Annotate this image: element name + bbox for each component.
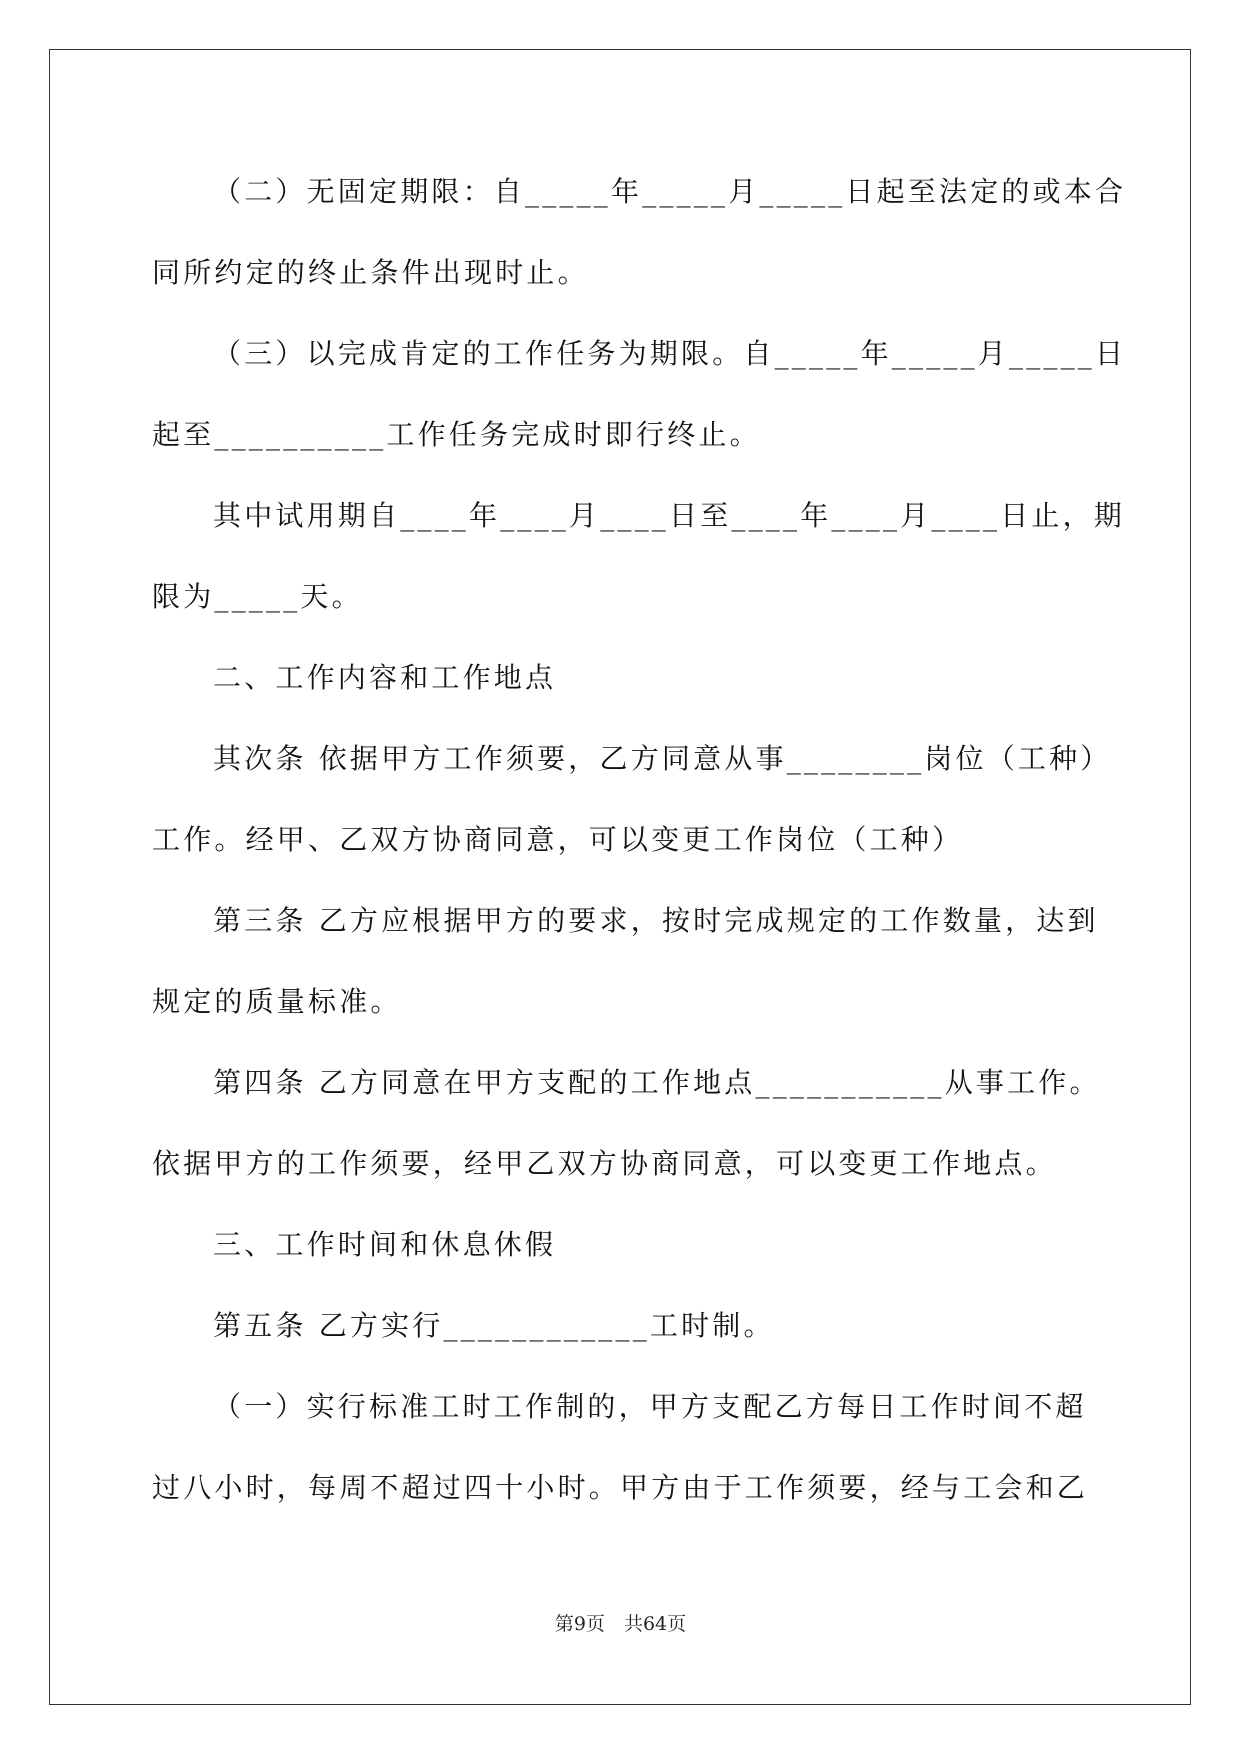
text-line-9: 工作。经甲、乙双方协商同意，可以变更工作岗位（工种） (152, 823, 964, 856)
text-line-8: 其次条 依据甲方工作须要，乙方同意从事________岗位（工种） (213, 742, 1112, 775)
text-line-5: 其中试用期自____年____月____日至____年____月____日止，期 (213, 499, 1126, 532)
text-line-17: 过八小时，每周不超过四十小时。甲方由于工作须要，经与工会和乙 (152, 1471, 1089, 1504)
section-heading-3: 三、工作时间和休息休假 (213, 1228, 557, 1261)
text-line-10: 第三条 乙方应根据甲方的要求，按时完成规定的工作数量，达到 (213, 904, 1099, 937)
text-line-4: 起至__________工作任务完成时即行终止。 (152, 418, 761, 451)
text-line-16: （一）实行标准工时工作制的，甲方支配乙方每日工作时间不超 (213, 1390, 1087, 1423)
text-line-3: （三）以完成肯定的工作任务为期限。自_____年_____月_____日 (213, 337, 1127, 370)
text-line-12: 第四条 乙方同意在甲方支配的工作地点___________从事工作。 (213, 1066, 1101, 1099)
page-number-label: 第9页 共64页 (554, 1613, 687, 1635)
page-frame (49, 49, 1191, 1705)
section-heading-2: 二、工作内容和工作地点 (213, 661, 557, 694)
text-line-15: 第五条 乙方实行____________工时制。 (213, 1309, 775, 1342)
text-line-1: （二）无固定期限：自_____年_____月_____日起至法定的或本合 (213, 175, 1127, 208)
text-line-2: 同所约定的终止条件出现时止。 (152, 256, 589, 289)
text-line-13: 依据甲方的工作须要，经甲乙双方协商同意，可以变更工作地点。 (152, 1147, 1057, 1180)
text-line-11: 规定的质量标准。 (152, 985, 402, 1018)
text-line-6: 限为_____天。 (152, 580, 363, 613)
page-footer (0, 1612, 1241, 1636)
